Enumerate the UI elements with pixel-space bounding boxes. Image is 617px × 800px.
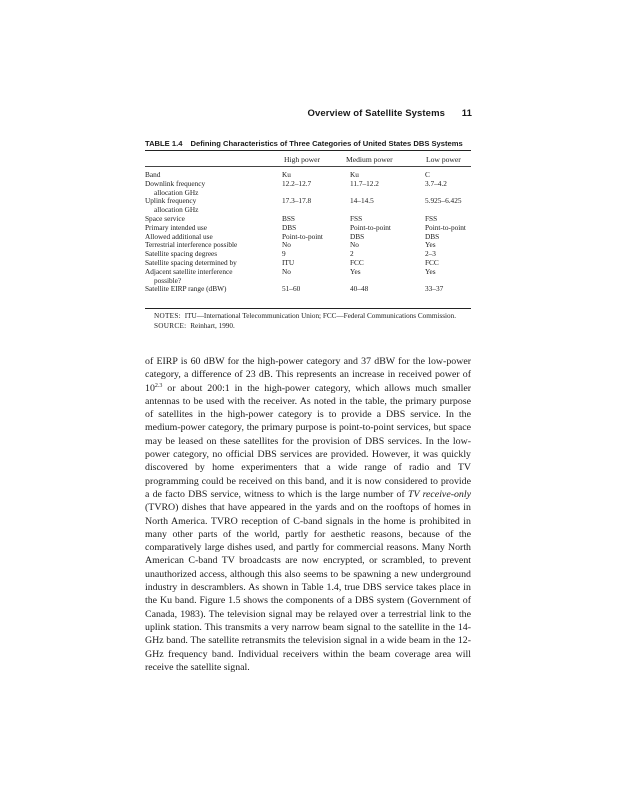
paragraph-text-part-2: or about 200:1 in the high-power category, which allows much smaller antennas to be used with the receiver. As noted in the table, the primary purpose of satellites in the high-power category is to provide a DBS service. In the medium-power category, the primary purpose is point-to-point services, but space may be leased on these satellites for the provision of DBS services. In the low-power category, no official DBS services are provided. However, it was quickly discovered by home experimenters that a wide range of radio and TV programming could be received on this band, and it is now considered to provide a de facto DBS service, witness to which is the large number of — [145, 382, 471, 500]
row-label: Adjacent satellite interference — [145, 266, 233, 276]
body-text — [145, 355, 471, 674]
row-label-continuation: allocation GHz — [154, 187, 199, 197]
row-label: Allowed additional use — [145, 231, 213, 241]
row-label-cell — [145, 285, 282, 294]
table-bottom-rule — [145, 308, 471, 309]
table-row — [145, 285, 475, 294]
value-cell: 51–60 — [282, 284, 301, 294]
table-row — [145, 180, 475, 198]
table-label: TABLE 1.4 — [145, 139, 183, 148]
value-cell: BSS — [282, 213, 295, 223]
value-cell: 9 — [282, 249, 286, 259]
row-label-cell — [145, 180, 282, 198]
value-cell: DBS — [282, 222, 297, 232]
value-cell: Yes — [350, 266, 361, 276]
row-label: Satellite EIRP range (dBW) — [145, 284, 227, 294]
value-cell: 40–48 — [350, 284, 369, 294]
row-label-cell — [145, 197, 282, 215]
value-cell: DBS — [425, 231, 440, 241]
value-cell: 12.2–12.7 — [282, 178, 312, 188]
paragraph-text-part-1: of EIRP is 60 dBW for the high-power category and 37 dBW for the low-power category, a difference of 23 dB. This represents an increase in received power of 10 — [145, 356, 471, 394]
value-cell: Yes — [425, 266, 436, 276]
row-label-cell — [145, 268, 282, 286]
row-label: Downlink frequency — [145, 178, 206, 188]
value-cell: Point-to-point — [282, 231, 323, 241]
table-caption — [145, 139, 463, 148]
page-number: 11 — [461, 108, 472, 119]
source-label: SOURCE: — [154, 321, 187, 330]
row-label-continuation: possible? — [154, 275, 182, 285]
value-cell: No — [282, 240, 291, 250]
value-cell: C — [425, 170, 430, 179]
column-header-high-power: High power — [284, 155, 321, 164]
table-header-rule — [145, 166, 471, 167]
source-line — [145, 322, 475, 332]
value-cell: No — [350, 240, 359, 250]
row-label: Terrestrial interference possible — [145, 240, 238, 250]
value-cell: Ku — [282, 170, 291, 179]
table-body — [145, 171, 475, 294]
value-cell: 14–14.5 — [350, 196, 374, 206]
value-cell: Point-to-point — [425, 222, 466, 232]
table-title: Defining Characteristics of Three Categories of United States DBS Systems — [190, 139, 463, 148]
table-row — [145, 197, 475, 215]
value-cell: 2–3 — [425, 249, 436, 259]
row-label: Primary intended use — [145, 222, 208, 232]
running-head — [307, 108, 472, 119]
value-cell: 11.7–12.2 — [350, 178, 379, 188]
value-cell: No — [282, 266, 291, 276]
value-cell: ITU — [282, 257, 295, 267]
table-top-rule — [145, 150, 471, 151]
value-cell: FSS — [425, 213, 438, 223]
table-row — [145, 268, 475, 286]
value-cell: Yes — [425, 240, 436, 250]
row-label: Satellite spacing determined by — [145, 257, 237, 267]
column-header-medium-power: Medium power — [346, 155, 393, 164]
superscript-exponent: 2.3 — [154, 382, 163, 389]
row-label-continuation: allocation GHz — [154, 205, 199, 215]
row-label: Uplink frequency — [145, 196, 197, 206]
dbs-characteristics-table — [145, 171, 475, 294]
notes-line — [145, 312, 475, 322]
notes-label: NOTES: — [154, 312, 181, 320]
value-cell: Ku — [350, 170, 359, 179]
table-notes — [145, 312, 475, 331]
value-cell: DBS — [350, 231, 365, 241]
value-cell: 33–37 — [425, 284, 444, 294]
row-label: Satellite spacing degrees — [145, 249, 218, 259]
paragraph-text-part-3: (TVRO) dishes that have appeared in the yards and on the rooftops of homes in North America. TVRO reception of C-band signals in the home is prohibited in many other parts of the world, partly for aesthetic reasons, because of the comparatively large dishes used, and partly for commercial reasons. Many North American C-band TV broadcasts are now encrypted, or scrambled, to prevent unauthorized access, although this also seems to be spawning a new underground industry in descramblers. As shown in Table 1.4, true DBS service takes place in the Ku band. Figure 1.5 shows the components of a DBS system (Government of Canada, 1983). The television signal may be relayed over a terrestrial link to the uplink station. This transmits a very narrow beam signal to the satellite in the 14-GHz band. The satellite retransmits the television signal in a wide beam in the 12-GHz frequency band. Individual receivers within the beam coverage area will receive the satellite signal. — [145, 502, 471, 673]
value-cell: Point-to-point — [350, 222, 391, 232]
value-cell: FCC — [425, 257, 439, 267]
column-header-low-power: Low power — [426, 155, 461, 164]
source-text: Reinhart, 1990. — [190, 321, 235, 330]
notes-text: ITU—International Telecommunication Union; FCC—Federal Communications Commission. — [184, 312, 457, 320]
value-cell: 17.3–17.8 — [282, 196, 312, 206]
value-cell: 3.7–4.2 — [425, 178, 447, 188]
value-cell: FSS — [350, 213, 363, 223]
value-cell: FCC — [350, 257, 364, 267]
body-paragraph — [145, 355, 471, 674]
row-label: Space service — [145, 213, 185, 223]
italic-term-tvro: TV receive-only — [408, 488, 471, 500]
running-head-title: Overview of Satellite Systems — [307, 108, 445, 119]
value-cell: 5.925–6.425 — [425, 196, 462, 206]
value-cell: 2 — [350, 249, 354, 259]
row-label: Band — [145, 170, 161, 179]
